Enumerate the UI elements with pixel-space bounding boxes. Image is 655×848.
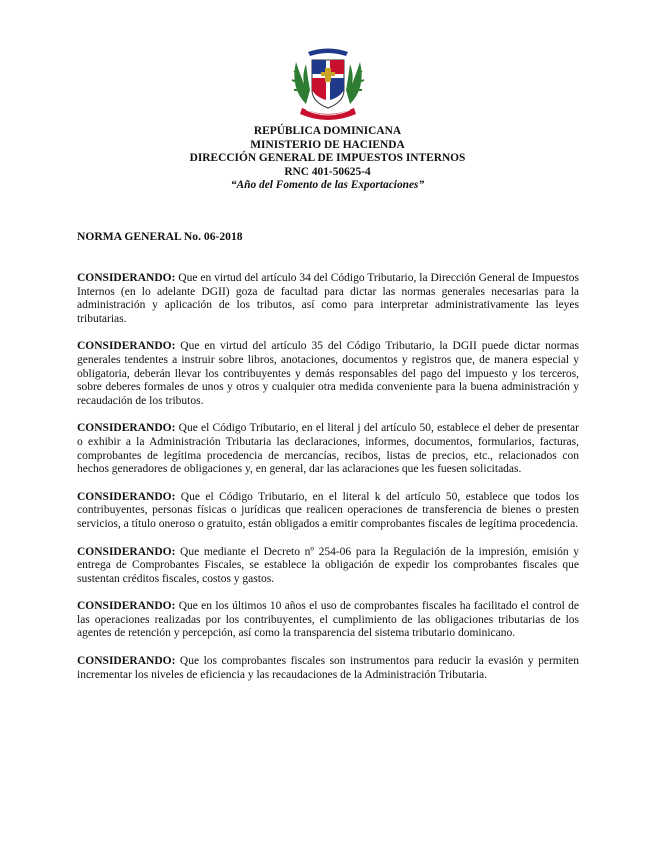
considerando-paragraph (77, 600, 579, 641)
document-title: NORMA GENERAL No. 06-2018 (77, 230, 243, 243)
paragraph-label: CONSIDERANDO: (77, 422, 176, 435)
paragraph-text: Que en los últimos 10 años el uso de comprobantes fiscales ha facilitado el control de las operaciones realizadas por los contribuyentes, el cumplimiento de las obligaciones tributarias de los agentes de retención y percepción, así como la transparencia del sistema tributario dominicano. (77, 600, 579, 640)
rnc-number: RNC 401-50625-4 (284, 165, 371, 178)
paragraph-label: CONSIDERANDO: (77, 272, 176, 284)
country-name: REPÚBLICA DOMINICANA (253, 125, 402, 137)
paragraph-label: CONSIDERANDO: (77, 655, 176, 668)
paragraph-text: Que los comprobantes fiscales son instrumentos para reducir la evasión y permiten incrementar los niveles de eficiencia y las recaudaciones de la Administración Tributaria. (77, 655, 579, 681)
considerando-paragraph (77, 546, 579, 587)
paragraph-text: Que en virtud del artículo 35 del Código Tributario, la DGII puede dictar normas generales tendentes a instruir sobre libros, anotaciones, documentos y registros que, de manera especial y obligatoria, deberán llevar los contribuyentes y demás responsables del pago del impuesto y los terceros, sobre deberes formales de unos y otros y cualquier otra medida conveniente para la buena administración y recaudación de los tributos. (77, 340, 579, 407)
paragraph-text: Que el Código Tributario, en el literal k del artículo 50, establece que todos los contribuyentes, personas físicas o jurídicas que realicen operaciones de transferencia de bienes o presten servicios, a título oneroso o gratuito, están obligados a emitir comprobantes fiscales de legítima procedencia. (77, 490, 579, 530)
paragraph-label: CONSIDERANDO: (77, 600, 176, 613)
considerando-paragraph (77, 422, 579, 476)
document-header (0, 125, 655, 193)
paragraph-label: CONSIDERANDO: (77, 490, 176, 503)
paragraph-text: Que mediante el Decreto nº 254-06 para la Regulación de la impresión, emisión y entrega de Comprobantes Fiscales, se establece la obligación de expedir los comprobantes fiscales que sustentan créditos fiscales, costos y gastos. (77, 545, 579, 585)
agency-name: DIRECCIÓN GENERAL DE IMPUESTOS INTERNOS (189, 152, 466, 165)
considerando-paragraph (77, 491, 579, 532)
considerando-paragraph (77, 340, 579, 408)
document-body (77, 272, 579, 696)
considerando-paragraph (77, 272, 579, 326)
paragraph-text: Que en virtud del artículo 34 del Código Tributario, la Dirección General de Impuestos Internos (en lo adelante DGII) goza de facultad para dictar las normas generales necesarias para la administración y aplicación de los tributos, así como para interpretar administrativamente las leyes tributarias. (77, 272, 579, 325)
paragraph-text: Que el Código Tributario, en el literal j del artículo 50, establece el deber de presentar o exhibir a la Administración Tributaria las declaraciones, informes, documentos, formularios, facturas, comprobantes de legítima procedencia de mercancías, recibos, listas de precios, etc., relacionados con hechos generadores de obligaciones y, en general, dar las aclaraciones que les fuesen solicitadas. (77, 422, 579, 476)
paragraph-label: CONSIDERANDO: (77, 545, 176, 558)
year-motto: “Año del Fomento de las Exportaciones” (230, 179, 425, 192)
ministry-name: MINISTERIO DE HACIENDA (250, 138, 405, 151)
coat-of-arms-icon (284, 44, 372, 124)
considerando-paragraph (77, 655, 579, 682)
paragraph-label: CONSIDERANDO: (77, 340, 176, 353)
